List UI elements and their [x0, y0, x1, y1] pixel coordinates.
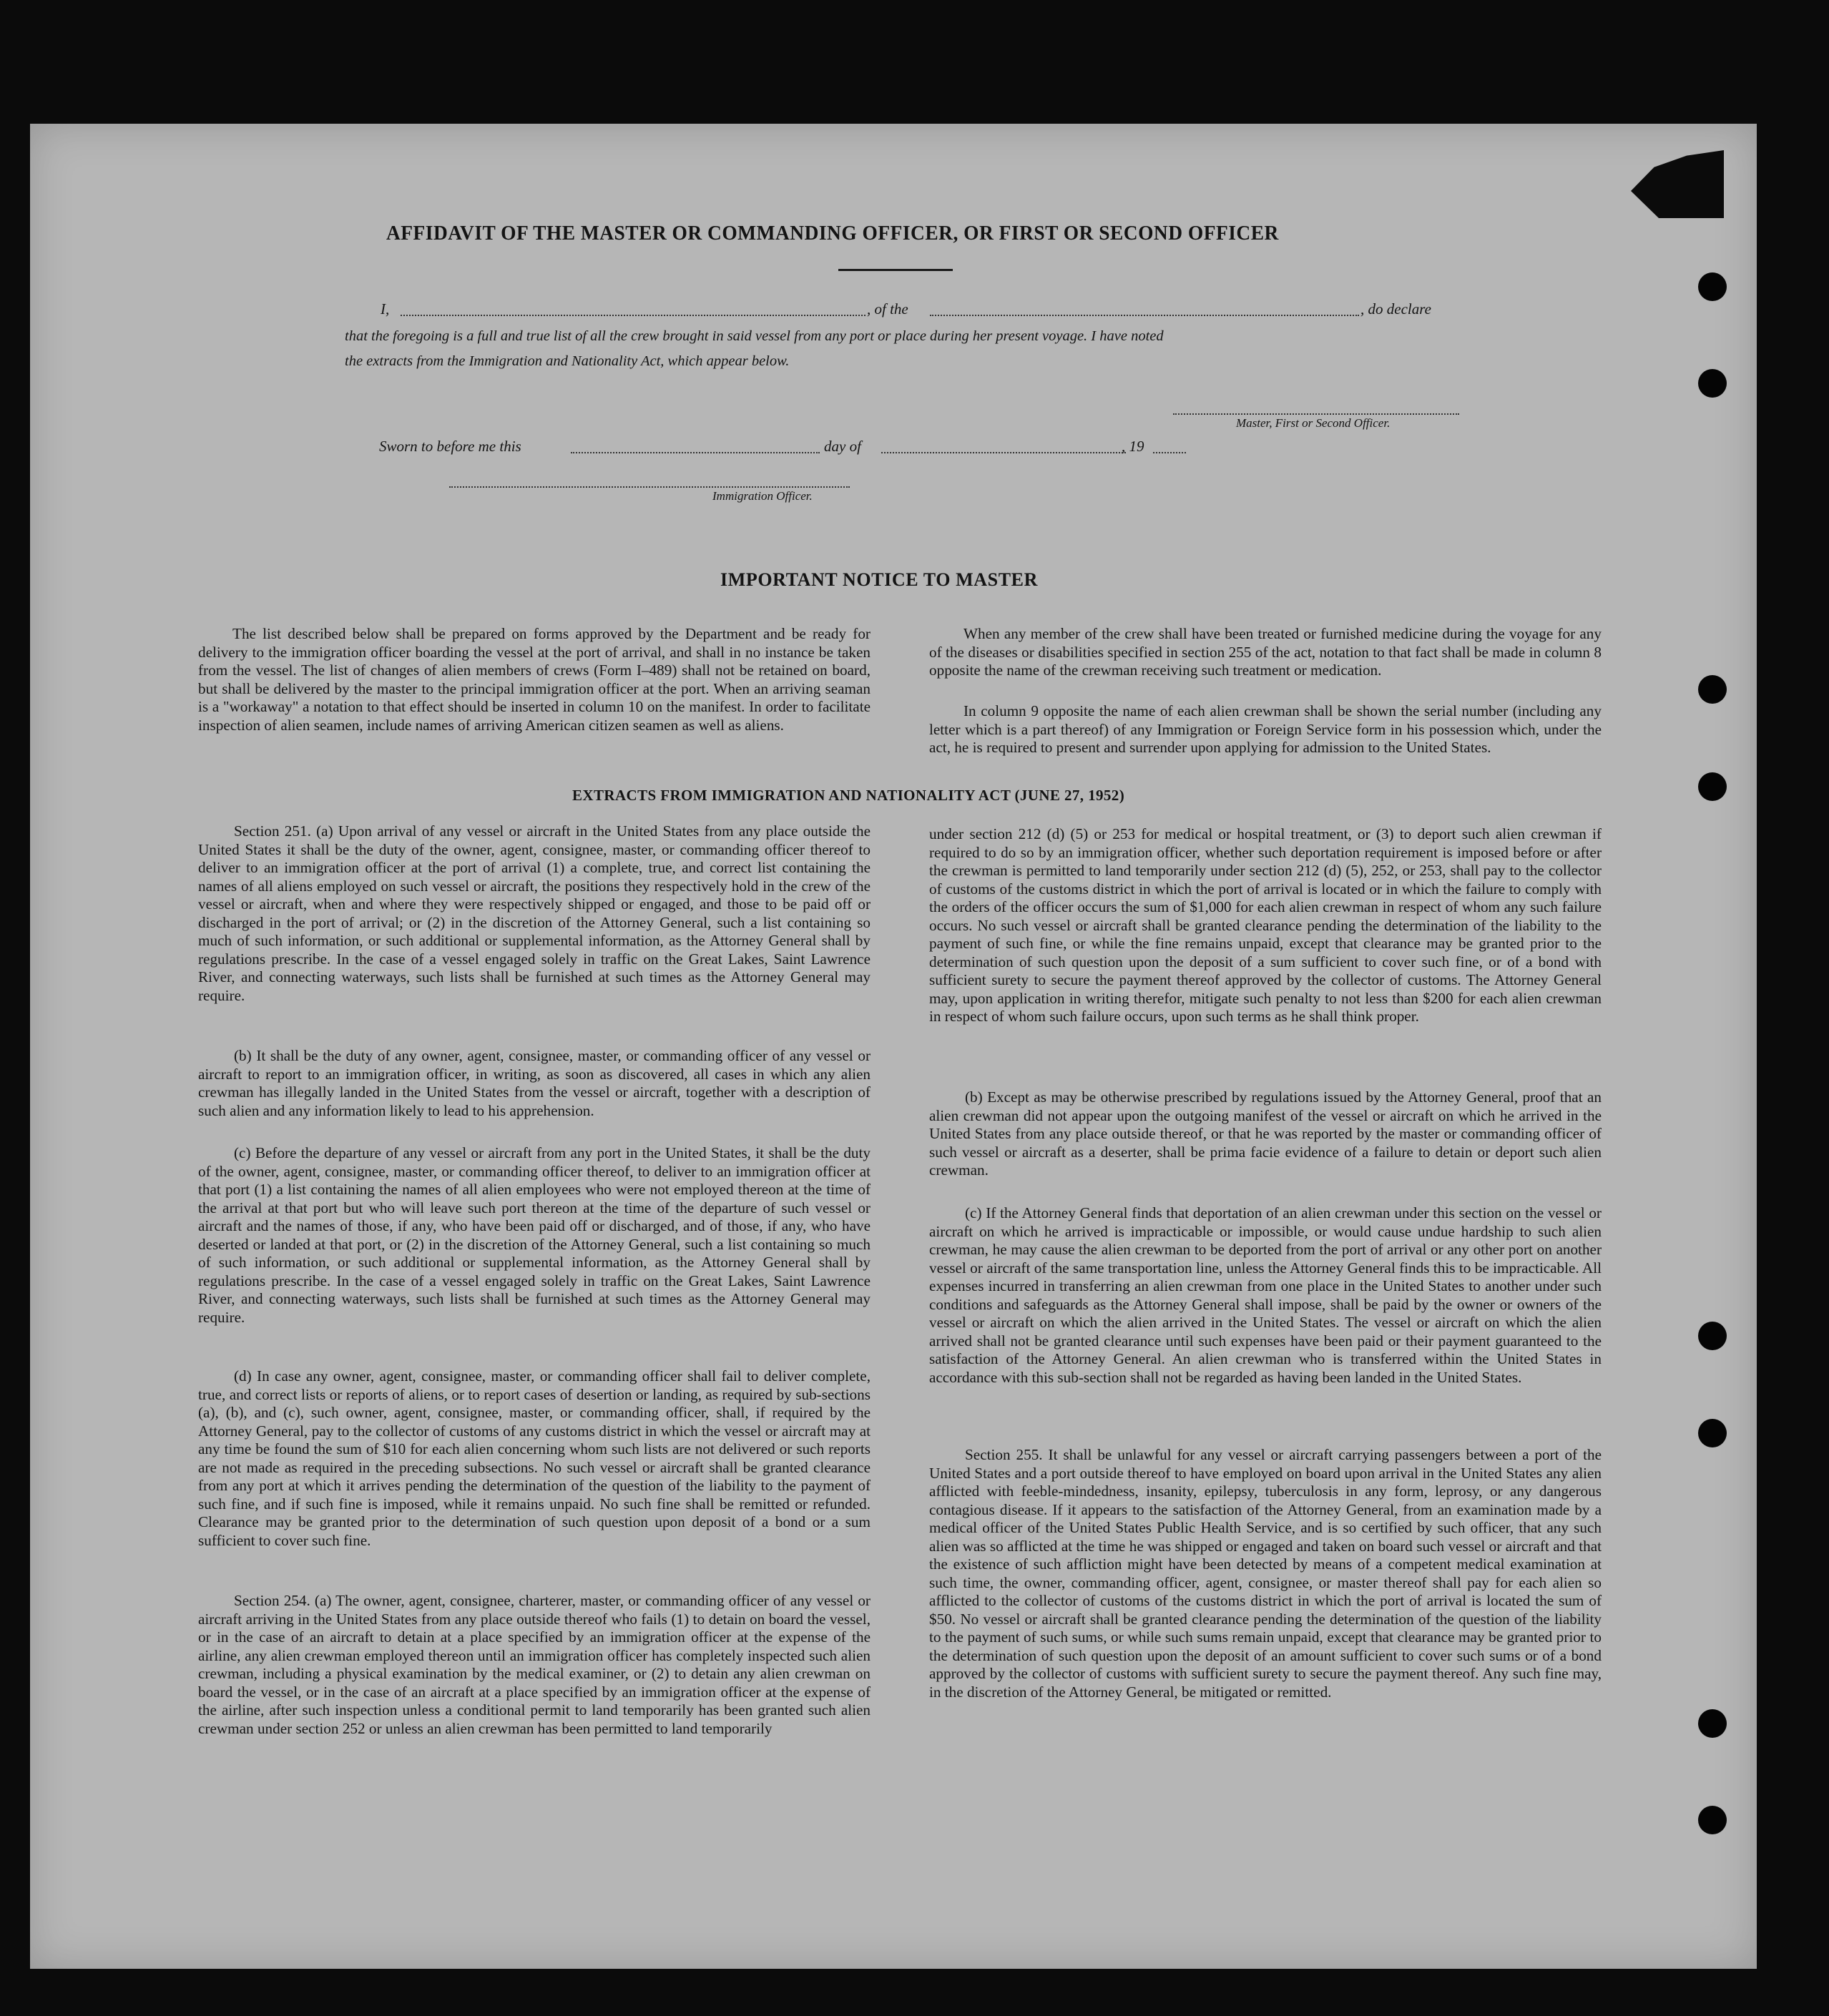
punch-hole-icon [1698, 1419, 1727, 1447]
vessel-blank[interactable] [930, 315, 1359, 316]
section-254-b: (b) Except as may be otherwise prescribed by regulations issued by the Attorney General, proof that an alien crewman did not appear upon the outgoing manifest of the vessel or aircraft on which he arrived in the United States from any place outside thereof, or that he was reported by the master or commanding officer of such vessel or aircraft as a deserter, shall be prima facie evidence of a failure to detain or deport such alien crewman. [929, 1088, 1602, 1179]
section-254-c: (c) If the Attorney General finds that deportation of an alien crewman under this section on the vessel or aircraft on which he arrived is impracticable or impossible, or would cause undue hardship to such alien crewman, he may cause the alien crewman to be deported from the port of arrival or any other port on another vessel or aircraft of the same transportation line, unless the Attorney General finds this to be impracticable. All expenses incurred in transferring an alien crewman from one place in the United States to another under such conditions and safeguards as the Attorney General shall impose, shall be paid by the owner or owners of the vessel or aircraft on which the alien arrived in the United States. The vessel or aircraft on which the alien arrived shall not be granted clearance until such expenses have been paid or their payment guaranteed to the satisfaction of the Attorney General. An alien crewman who is transferred within the United States in accordance with this sub-section shall not be regarded as having been landed in the United States. [929, 1204, 1602, 1386]
sworn-year: , 19 [1122, 438, 1144, 455]
affidavit-declare: , do declare [1360, 300, 1431, 318]
notice-right-paragraph-1: When any member of the crew shall have been treated or furnished medicine during the voyage for any of the diseases or disabilities specified in section 255 of the act, notation to that fact shall be made in column 8 opposite the name of the crewman receiving such treatment or medication. [929, 625, 1602, 679]
notice-right-paragraph-2: In column 9 opposite the name of each alien crewman shall be shown the serial number (including any letter which is a part thereof) of any Immigration or Foreign Service form in his possession which, under the act, he is required to present and surrender upon applying for admission to the United States. [929, 702, 1602, 756]
sworn-month-blank[interactable] [881, 452, 1126, 453]
section-254-a: Section 254. (a) The owner, agent, consignee, charterer, master, or commanding officer of any vessel or aircraft arriving in the United States from any place outside thereof who fails (1) to detain on board the vessel, or in the case of an aircraft to detain at a place specified by an immigration officer at the expense of the airline, any alien crewman employed thereon until an immigration officer has completely inspected such alien crewman, including a physical examination by the medical examiner, or (2) to detain any alien crewman on board the vessel, or in the case of an aircraft at a place specified by an immigration officer at the expense of the airline, after such inspection unless a conditional permit to land temporarily has been granted such alien crewman under section 252 or unless an alien crewman has been permitted to land temporarily [198, 1592, 871, 1737]
section-251-d: (d) In case any owner, agent, consignee, master, or commanding officer shall fail to deliver complete, true, and correct lists or reports of aliens, or to report cases of desertion or landing, as required by sub-sections (a), (b), and (c), such owner, agent, consignee, master, or commanding officer, shall, if required by the Attorney General, pay to the collector of customs of any customs district in which the vessel or aircraft may at any time be found the sum of $10 for each alien concerning whom such lists are not delivered or such reports are not made as required in the preceding subsections. No such vessel or aircraft shall be granted clearance from any port at which it arrives pending the determination of the question of the liability to the payment of such fine, and if such fine is imposed, while it remains unpaid. No such fine shall be remitted or refunded. Clearance may be granted prior to the determination of such question upon deposit of a bond or a sum sufficient to cover such fine. [198, 1367, 871, 1549]
section-251-a: Section 251. (a) Upon arrival of any vessel or aircraft in the United States from any place outside the United States it shall be the duty of the owner, agent, consignee, master, or commanding officer thereof to deliver to an immigration officer at the port of arrival (1) a complete, true, and correct list containing the names of all aliens employed on such vessel or aircraft, the positions they respectively hold in the crew of the vessel or aircraft, when and where they were respectively shipped or engaged, and those to be paid off or discharged in the port of arrival; or (2) in the discretion of the Attorney General, such a list containing so much of such information, or such additional or supplemental information, as the Attorney General shall by regulations prescribe. In the case of a vessel engaged solely in traffic on the Great Lakes, Saint Lawrence River, and connecting waterways, such lists shall be furnished at such times as the Attorney General may require. [198, 822, 871, 1004]
officer-signature-line[interactable] [449, 486, 850, 488]
name-blank[interactable] [401, 315, 866, 316]
punch-hole-icon [1698, 1322, 1727, 1350]
section-251-b: (b) It shall be the duty of any owner, agent, consignee, master, or commanding officer of any vessel or aircraft to report to an immigration officer, in writing, as soon as discovered, all cases in which any alien crewman has illegally landed in the United States from the vessel or aircraft, together with a description of such alien and any information likely to lead to his apprehension. [198, 1047, 871, 1119]
sworn-day-of: day of [824, 438, 861, 455]
sworn-prefix: Sworn to before me this [379, 438, 521, 455]
section-251-c: (c) Before the departure of any vessel or aircraft from any port in the United States, it shall be the duty of the owner, agent, consignee, master, or commanding officer thereof, to deliver to an immigration officer at that port (1) a list containing the names of all alien employees who were not employed thereon at the time of the arrival at that port but who will leave such port thereon at the time of the departure of such vessel or aircraft and the names of those, if any, who have been paid off or discharged, and of those, if any, who have deserted or landed at that port, or (2) in the discretion of the Attorney General, such a list containing so much of such information, or such additional or supplemental information, as the Attorney General shall by regulations prescribe. In the case of a vessel engaged solely in traffic on the Great Lakes, Saint Lawrence River, and connecting waterways, such lists shall be furnished at such times as the Attorney General may require. [198, 1144, 871, 1326]
section-255: Section 255. It shall be unlawful for any vessel or aircraft carrying passengers between a port of the United States and a port outside thereof to have employed on board upon arrival in the United States any alien afflicted with feeble-mindedness, insanity, epilepsy, tuberculosis in any form, leprosy, or any dangerous contagious disease. If it appears to the satisfaction of the Attorney General, from an examination made by a medical officer of the United States Public Health Service, and is so certified by such officer, that any such alien was so afflicted at the time he was shipped or engaged and taken on board such vessel or aircraft and that the existence of such affliction might have been detected by means of a competent medical examination at such time, the owner, commanding officer, agent, consignee, or master thereof shall pay for each alien so afflicted to the collector of customs of the customs district in which the port of arrival is located the sum of $50. No vessel or aircraft shall be granted clearance pending the determination of the question of the liability to the payment of such sums, or while such sums remain unpaid, except that clearance may be granted prior to the determination of such question upon the deposit of an amount sufficient to cover such sums or of a bond approved by the collector of customs with sufficient surety to secure the payment thereof. Any such fine may, in the discretion of the Attorney General, be mitigated or remitted. [929, 1446, 1602, 1701]
punch-hole-icon [1698, 272, 1727, 301]
affidavit-line2: that the foregoing is a full and true list of all the crew brought in said vessel from any port or place during her present voyage. I have noted [345, 328, 1164, 344]
punch-hole-icon [1698, 675, 1727, 704]
punch-hole-icon [1698, 1806, 1727, 1834]
notice-title: IMPORTANT NOTICE TO MASTER [720, 569, 1039, 590]
punch-hole-icon [1698, 1709, 1727, 1738]
notice-left-paragraph: The list described below shall be prepared on forms approved by the Department and be ready for delivery to the immigration officer boarding the vessel at the port of arrival, and shall in no instance be taken from the vessel. The list of changes of alien members of crews (Form I–489) shall not be retained on board, but shall be delivered by the master to the principal immigration officer at the port. When an arriving seaman is a "workaway" a notation to that effect should be inserted in column 10 on the manifest. In order to facilitate inspection of alien seamen, include names of arriving American citizen seamen as well as aliens. [198, 625, 871, 734]
master-signature-line[interactable] [1173, 413, 1459, 415]
punch-hole-icon [1698, 369, 1727, 398]
sworn-day-blank[interactable] [571, 452, 820, 453]
master-signature-label: Master, First or Second Officer. [1236, 416, 1391, 430]
officer-signature-label: Immigration Officer. [712, 489, 813, 503]
affidavit-i: I, [381, 300, 390, 318]
extracts-title: EXTRACTS FROM IMMIGRATION AND NATIONALITY ACT (JUNE 27, 1952) [572, 787, 1125, 804]
sworn-year-blank[interactable] [1153, 452, 1186, 453]
section-254-a-continued: under section 212 (d) (5) or 253 for medical or hospital treatment, or (3) to deport such alien crewman if required to do so by an immigration officer, whether such deportation requirement is imposed before or after the crewman is permitted to land temporarily under section 212 (d) (5), 252, or 253, shall pay to the collector of customs of the customs district in which the port of arrival is located or in which the failure to comply with the orders of the officer occurs the sum of $1,000 for each alien crewman in respect of whom any such failure occurs. No such vessel or aircraft shall be granted clearance pending the determination of the liability to the payment of such fine, or while the fine remains unpaid, except that clearance may be granted prior to the determination of such question upon the deposit of a sum sufficient to cover such fine, or of a bond with sufficient surety to secure the payment thereof approved by the collector of customs. The Attorney General may, upon application in writing therefor, mitigate such penalty to not less than $200 for each alien crewman in respect of whom such failure occurs, upon such terms as he shall think proper. [929, 825, 1602, 1025]
affidavit-of-the: , of the [867, 300, 908, 318]
affidavit-line3: the extracts from the Immigration and Nationality Act, which appear below. [345, 353, 790, 369]
punch-hole-icon [1698, 772, 1727, 801]
title-divider [838, 269, 953, 271]
affidavit-title: AFFIDAVIT OF THE MASTER OR COMMANDING OFFICER, OR FIRST OR SECOND OFFICER [386, 222, 1279, 245]
